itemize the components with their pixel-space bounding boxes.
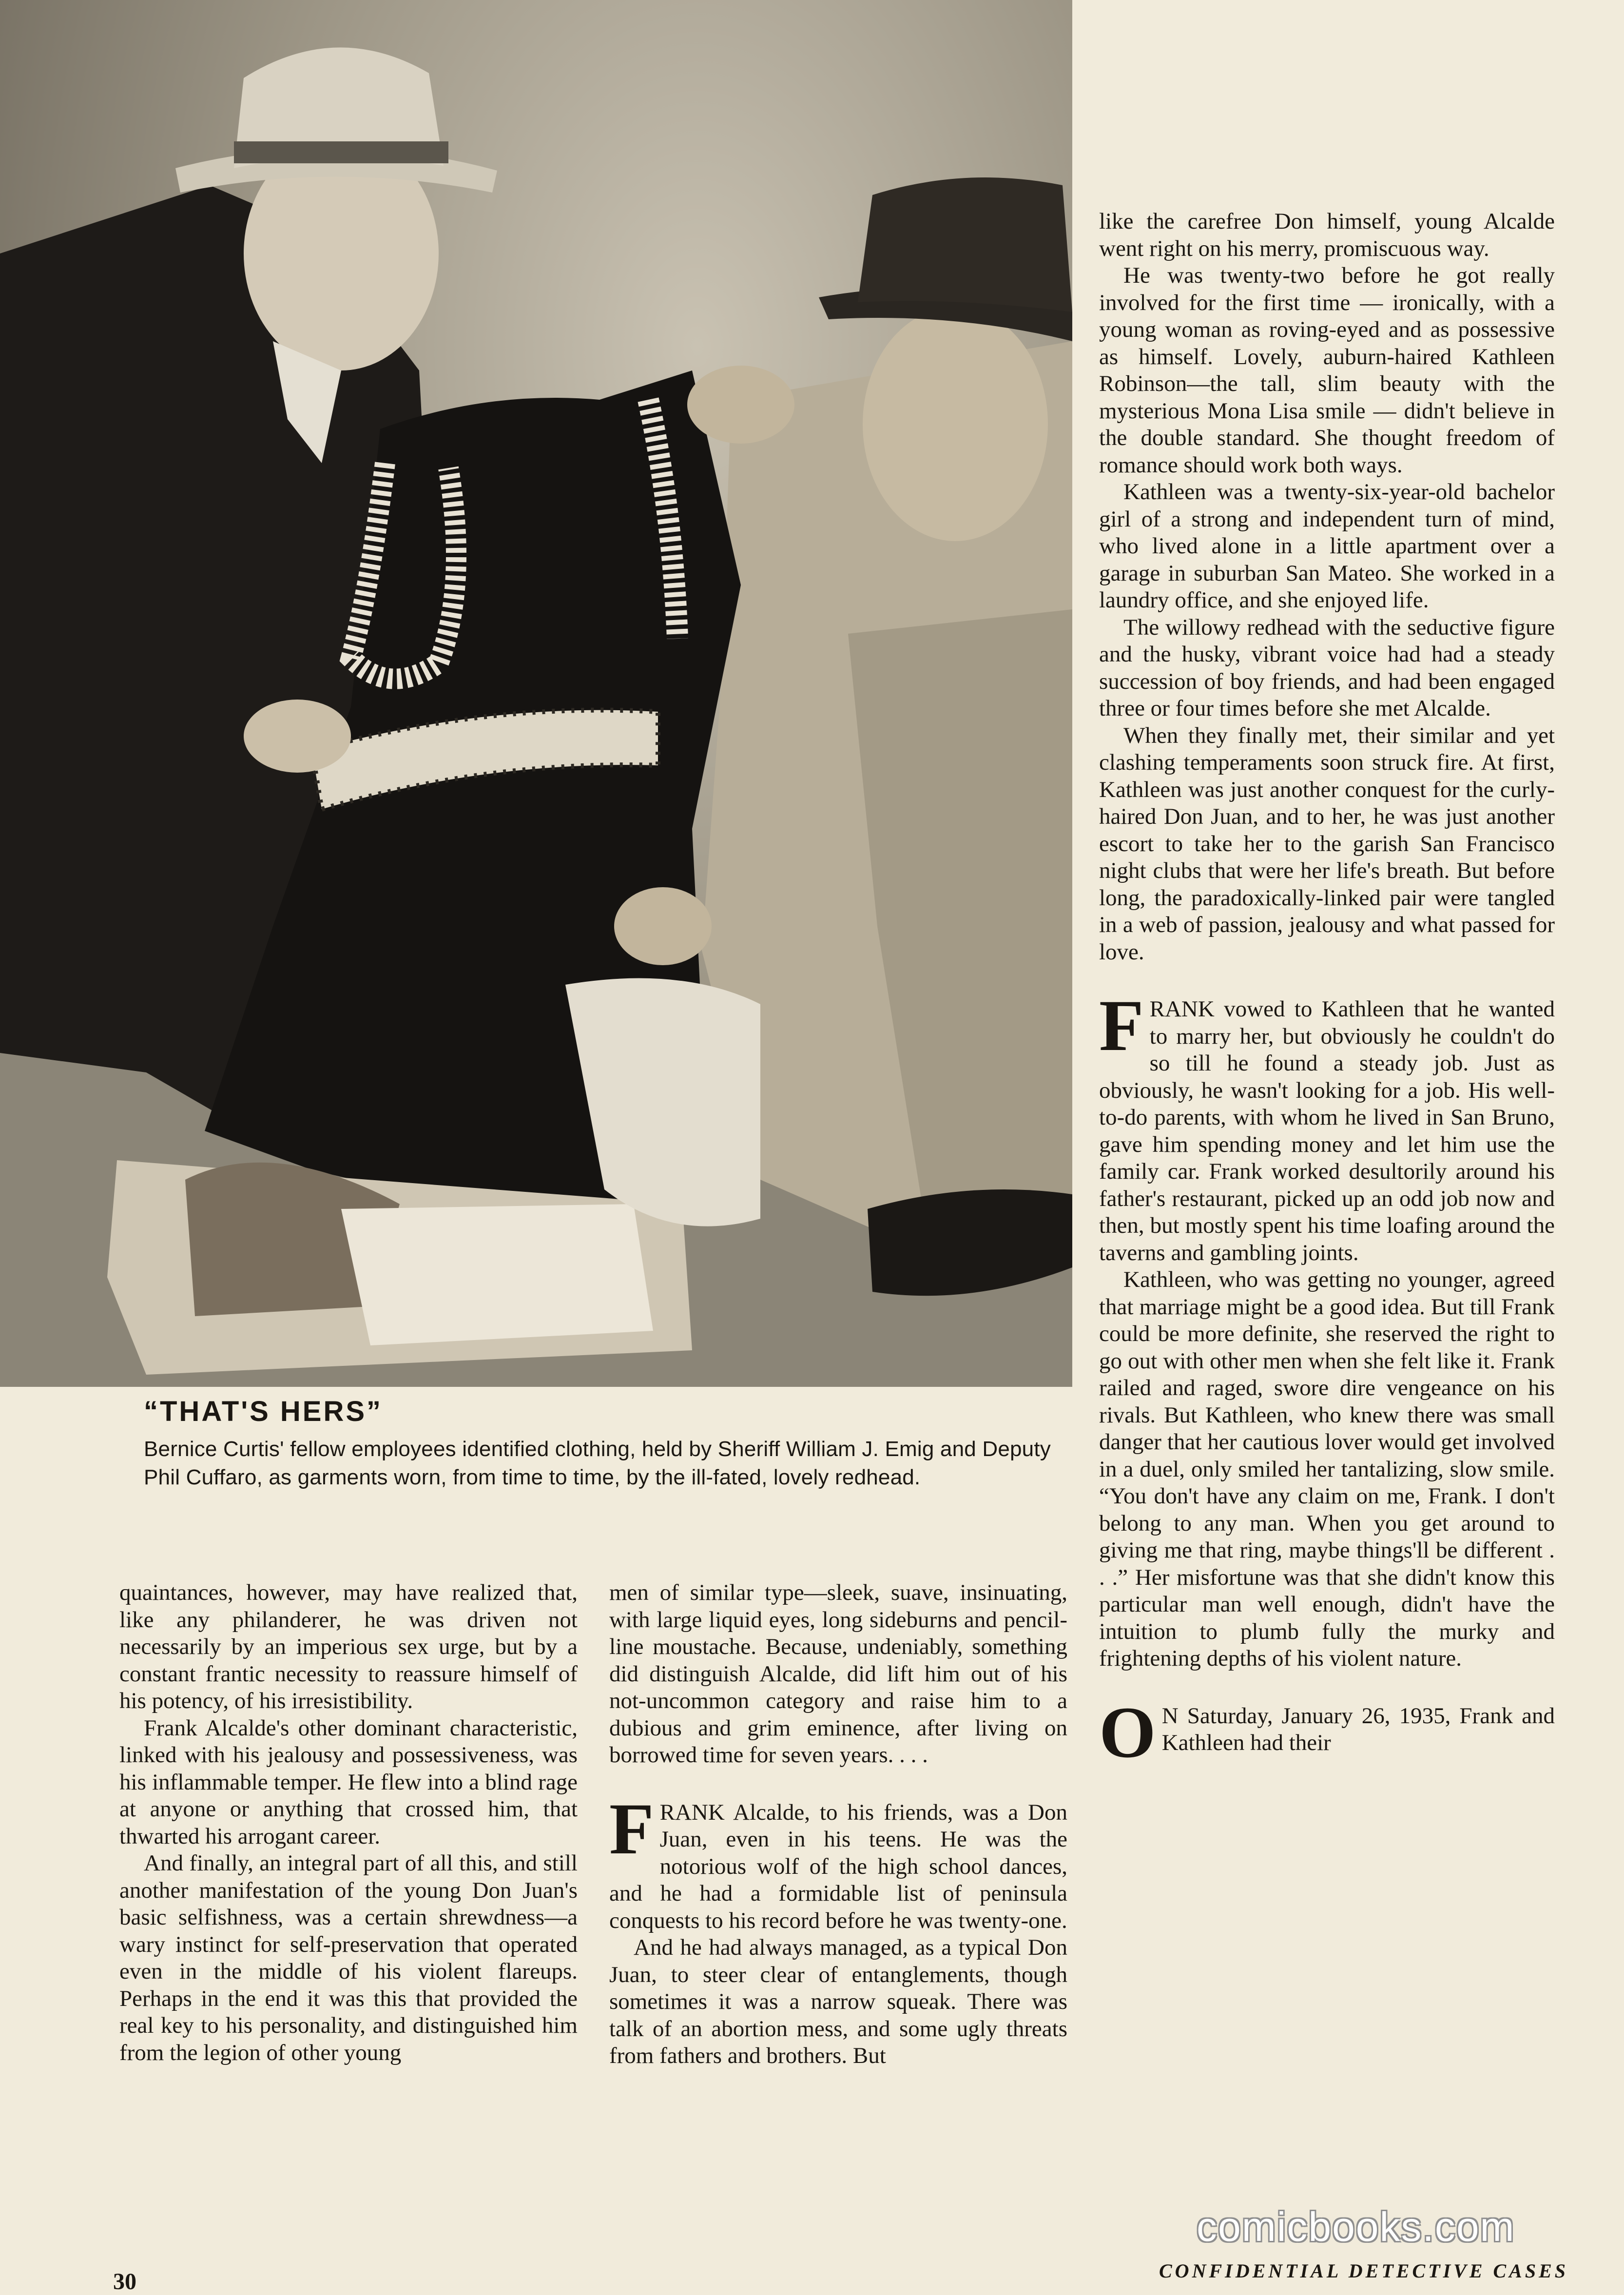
section-opening-paragraph	[1099, 1692, 1555, 1773]
caption-title: “THAT'S HERS”	[144, 1396, 383, 1427]
drop-cap: F	[609, 1788, 654, 1869]
article-column-2	[609, 1579, 1067, 2070]
drop-cap: F	[1099, 985, 1144, 1066]
paragraph-text: RANK vowed to Kathleen that he wanted to marry her, but obviously he couldn't do so till he found a steady job. Just as obviously, he wasn't looking for a job. His well-to-do parents, with whom he lived in San Bruno, gave him spending money and let him use the family car. Frank worked desultorily around his father's restaurant, picked up an odd job now and then, but mostly spent his time loafing around the taverns and gambling joints.	[1099, 996, 1555, 1265]
section-opening-paragraph	[609, 1788, 1067, 1935]
section-opening-paragraph	[1099, 985, 1555, 1266]
article-photo	[0, 0, 1072, 1387]
page-number: 30	[113, 2269, 136, 2295]
photo-caption	[144, 1393, 1075, 1492]
paragraph: When they finally met, their similar and yet clashing temperaments soon struck fire. At first, Kathleen was just another conquest for the curly-haired Don Juan, and to her, he was just another escort to take her to the garish San Francisco night clubs that were her life's breath. But before long, the paradoxically-linked pair were tangled in a web of passion, jealousy and what passed for love.	[1099, 722, 1555, 965]
magazine-title: CONFIDENTIAL DETECTIVE CASES	[1159, 2260, 1569, 2282]
paragraph: And he had always managed, as a typical Don Juan, to steer clear of entanglements, though sometimes it was a narrow squeak. There was talk of an abortion mess, and some ugly threats from fathers and brothers. But	[609, 1935, 1067, 2068]
caption-text: Bernice Curtis' fellow employees identified clothing, held by Sheriff William J. Emig and Deputy Phil Cuffaro, as garments worn, from time to time, by the ill-fated, lovely redhead.	[144, 1437, 1051, 1489]
watermark: comicbooks.com	[1197, 2204, 1515, 2250]
paragraph: like the carefree Don himself, young Alcalde went right on his merry, promiscuous way.	[1099, 209, 1555, 261]
paragraph: Kathleen, who was getting no younger, agreed that marriage might be a good idea. But till Frank could be more definite, she reserved the right to go out with other men when she felt like it. Frank railed and raged, swore dire vengeance on his rivals. But Kathleen, who knew there was small danger that her cautious lover would get involved in a duel, only smiled her tantalizing, slow smile. “You don't have any claim on me, Frank. I don't belong to any man. When you get around to giving me that ring, maybe things'll be different . . .” Her misfortune was that she didn't know this particular man well enough, didn't have the intuition to plumb fully the murky and frightening depths of his violent nature.	[1099, 1267, 1555, 1671]
article-column-3	[1099, 208, 1555, 1773]
paragraph: And finally, an integral part of all this, and still another manifestation of the young Don Juan's basic selfishness, was a certain shrewdness—a wary instinct for self-preservation that operated even in the middle of his violent flareups. Perhaps in the end it was this that provided the real key to his personality, and distinguished him from the legion of other young	[119, 1850, 578, 2065]
paragraph: men of similar type—sleek, suave, insinuating, with large liquid eyes, long sideburns and pencil-line moustache. Because, undeniably, something did distinguish Alcalde, did lift him out of his not-uncommon category and raise him to a dubious and grim eminence, after living on borrowed time for seven years. . . .	[609, 1580, 1067, 1768]
drop-cap: O	[1099, 1692, 1156, 1773]
paragraph: quaintances, however, may have realized that, like any philanderer, he was driven not necessarily by an imperious sex urge, but by a constant frantic necessity to reassure himself of his potency, of his irresistibility.	[119, 1580, 578, 1713]
paragraph: The willowy redhead with the seductive figure and the husky, vibrant voice had had a steady succession of boy friends, and had been engaged three or four times before she met Alcalde.	[1099, 614, 1555, 721]
paragraph: Frank Alcalde's other dominant characteristic, linked with his jealousy and possessiveness, was his inflammable temper. He flew into a blind rage at anyone or anything that crossed him, that thwarted his arrogant career.	[119, 1715, 578, 1849]
paragraph-text: N Saturday, January 26, 1935, Frank and Kathleen had their	[1161, 1703, 1555, 1755]
article-column-1	[119, 1579, 578, 2066]
paragraph-text: RANK Alcalde, to his friends, was a Don Juan, even in his teens. He was the notorious wolf of the high school dances, and he had a formidable list of peninsula conquests to his record before he was twenty-one.	[609, 1799, 1067, 1933]
paragraph: He was twenty-two before he got really involved for the first time — ironically, with a young woman as roving-eyed and as possessive as himself. Lovely, auburn-haired Kathleen Robinson—the tall, slim beauty with the mysterious Mona Lisa smile — didn't believe in the double standard. She thought freedom of romance should work both ways.	[1099, 263, 1555, 478]
paragraph: Kathleen was a twenty-six-year-old bachelor girl of a strong and independent turn of mind, who lived alone in a little apartment over a garage in suburban San Mateo. She worked in a laundry office, and she enjoyed life.	[1099, 479, 1555, 613]
